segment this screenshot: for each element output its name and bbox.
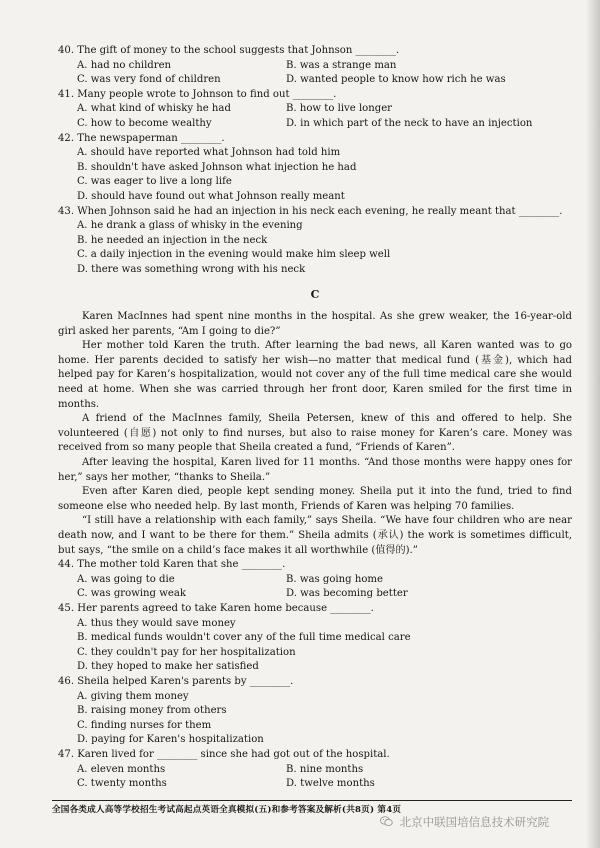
answer-option: B. was going home <box>286 573 383 585</box>
page-footer: 全国各类成人高等学校招生考试高起点英语全真模拟(五)和参考答案及解析(共8页) 第4页 <box>52 800 572 815</box>
question-stem: 47. Karen lived for ________ since she had got out of the hospital. <box>58 748 390 760</box>
answer-options <box>58 763 572 792</box>
answer-option: A. should have reported what Johnson had told him <box>77 147 341 159</box>
question-stem: 41. Many people wrote to Johnson to find out ________. <box>58 88 337 100</box>
passage-paragraph: “I still have a relationship with each family,” says Sheila. “We have four children who are near death now, and I want to be there for them.” Sheila admits (承认) the work is sometimes difficult, but says, “the smile on a child’s face makes it all worthwhile (值得的).” <box>58 515 572 556</box>
answer-option: C. how to become wealthy <box>77 117 212 129</box>
answer-options <box>58 59 572 88</box>
answer-options <box>58 102 572 131</box>
question <box>58 558 572 602</box>
answer-option: A. was going to die <box>77 573 175 585</box>
passage-paragraph: Her mother told Karen the truth. After learning the bad news, all Karen wanted was to go home. Her parents decided to satisfy her wish—no matter that medical fund (基金), which had helped pay for Karen’s hospitalization, would not cover any of the full time medical care she would need at home. When she was carried through her front door, Karen smiled for the first time in months. <box>58 340 572 410</box>
wechat-icon <box>380 816 393 827</box>
question <box>58 44 572 88</box>
answer-option: D. in which part of the neck to have an injection <box>286 117 533 129</box>
answer-option: C. was very fond of children <box>77 74 221 86</box>
answer-options <box>58 573 572 602</box>
answer-option: C. a daily injection in the evening would make him sleep well <box>77 249 391 261</box>
answer-options <box>58 146 572 204</box>
question <box>58 88 572 132</box>
answer-options <box>58 617 572 675</box>
question <box>58 748 572 792</box>
watermark-text: 北京中联国培信息技术研究院 <box>399 815 550 829</box>
passage-paragraph: Karen MacInnes had spent nine months in the hospital. As she grew weaker, the 16-year-old girl asked her parents, “Am I going to die?” <box>58 311 572 337</box>
answer-option: D. wanted people to know how rich he was <box>286 74 506 86</box>
answer-option: B. medical funds wouldn't cover any of the full time medical care <box>77 632 411 644</box>
answer-option: B. shouldn't have asked Johnson what injection he had <box>77 161 357 173</box>
question-stem: 43. When Johnson said he had an injection in his neck each evening, he really meant that ________. <box>58 205 563 217</box>
answer-option: B. how to live longer <box>286 103 393 115</box>
answer-option: D. twelve months <box>286 778 375 790</box>
answer-option: C. twenty months <box>77 778 167 790</box>
answer-options <box>58 219 572 277</box>
answer-option: D. paying for Karen's hospitalization <box>77 734 264 746</box>
question-stem: 45. Her parents agreed to take Karen home because ________. <box>58 602 374 614</box>
answer-option: D. they hoped to make her satisfied <box>77 661 259 673</box>
question-stem: 40. The gift of money to the school suggests that Johnson ________. <box>58 45 400 56</box>
passage-paragraph: After leaving the hospital, Karen lived for 11 months. “And those months were happy ones for her,” says her mother, “thanks to Sheila.” <box>58 457 572 483</box>
answer-options <box>58 690 572 748</box>
page-content <box>58 44 572 792</box>
watermark <box>380 814 549 830</box>
question <box>58 205 572 278</box>
question-stem: 42. The newspaperman ________. <box>58 132 225 144</box>
answer-option: C. finding nurses for them <box>77 719 212 731</box>
answer-option: B. he needed an injection in the neck <box>77 234 268 246</box>
question-stem: 44. The mother told Karen that she ________. <box>58 559 286 571</box>
answer-option: C. was eager to live a long life <box>77 176 232 188</box>
passage-paragraph: A friend of the MacInnes family, Sheila Petersen, knew of this and offered to help. She volunteered (自愿) not only to find nurses, but also to raise money for Karen’s care. Money was received from so many people that Sheila created a fund, “Friends of Karen”. <box>58 413 572 454</box>
answer-option: B. nine months <box>286 763 364 775</box>
page-edge-shadow <box>586 0 600 848</box>
answer-option: A. had no children <box>77 59 172 71</box>
answer-option: C. they couldn't pay for her hospitalization <box>77 646 296 658</box>
question <box>58 675 572 748</box>
reading-passage <box>58 310 572 558</box>
answer-option: B. raising money from others <box>77 705 227 717</box>
answer-option: A. he drank a glass of whisky in the evening <box>77 220 303 232</box>
answer-option: A. thus they would save money <box>77 617 236 629</box>
question <box>58 132 572 205</box>
question <box>58 602 572 675</box>
answer-option: C. was growing weak <box>77 588 186 600</box>
question-stem: 46. Sheila helped Karen's parents by ________. <box>58 675 294 687</box>
section-title: C <box>310 287 320 301</box>
answer-option: D. there was something wrong with his neck <box>77 263 306 275</box>
answer-option: A. giving them money <box>77 690 189 702</box>
answer-option: B. was a strange man <box>286 59 397 71</box>
answer-option: A. eleven months <box>77 763 166 775</box>
question-group-bottom <box>58 558 572 792</box>
answer-option: D. was becoming better <box>286 588 408 600</box>
passage-paragraph: Even after Karen died, people kept sending money. Sheila put it into the fund, tried to find someone else who needed help. By last month, Friends of Karen was helping 70 families. <box>58 486 572 512</box>
question-group-top <box>58 44 572 278</box>
answer-option: A. what kind of whisky he had <box>77 103 231 115</box>
answer-option: D. should have found out what Johnson really meant <box>77 190 345 202</box>
